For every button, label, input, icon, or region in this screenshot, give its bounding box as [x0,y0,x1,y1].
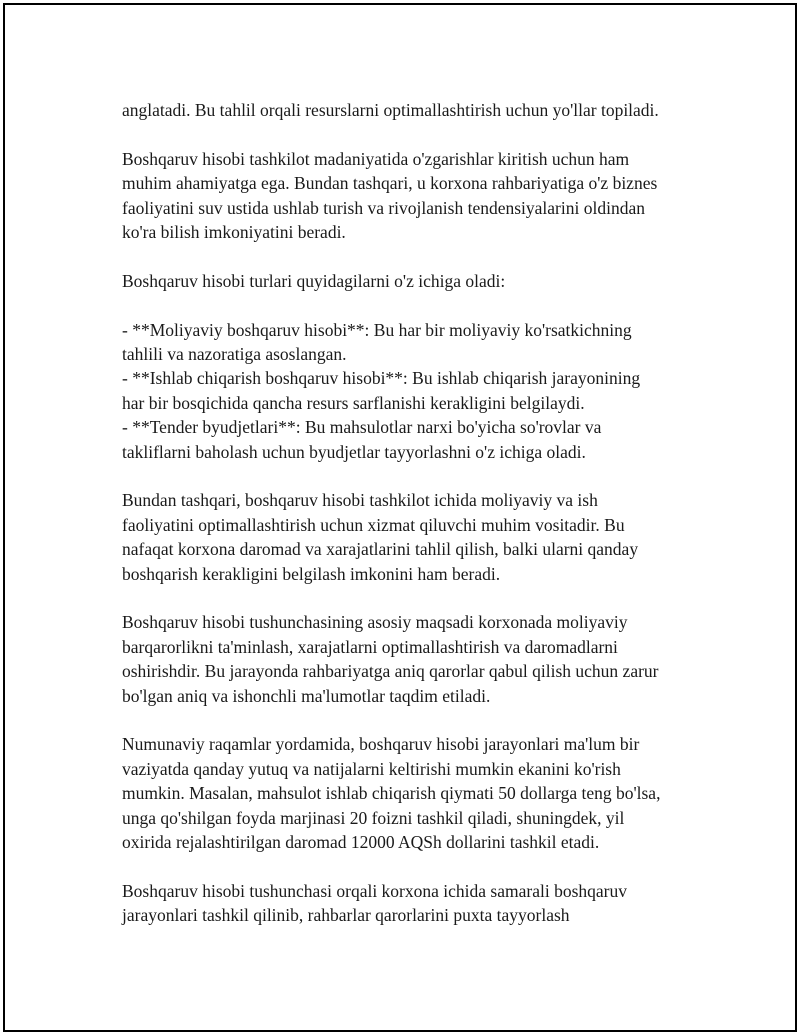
list-item-line: takliflarni baholash uchun byudjetlar tayyorlashni o'z ichiga oladi. [122,441,586,462]
text-line: oshirishdir. Bu jarayonda rahbariyatga aniq qarorlar qabul qilish uchun zarur [122,661,659,682]
list-item-line: - **Moliyaviy boshqaruv hisobi**: Bu har bir moliyaviy ko'rsatkichning [122,319,632,340]
paragraph [122,610,712,708]
text-line: faoliyatini suv ustida ushlab turish va rivojlanish tendensiyalarini oldindan [122,197,645,218]
text-line: faoliyatini optimallashtirish uchun xizmat qiluvchi muhim vositadir. Bu [122,514,625,535]
paragraph [122,98,712,122]
paragraph [122,732,712,854]
text-line: barqarorlikni ta'minlash, xarajatlarni optimallashtirish va daromadlarni [122,636,618,657]
text-line: vaziyatda qanday yutuq va natijalarni keltirishi mumkin ekanini ko'rish [122,758,621,779]
list-item-line: tahlili va nazoratiga asoslangan. [122,344,347,365]
text-line: oxirida rejalashtirilgan daromad 12000 AQSh dollarini tashkil etadi. [122,832,600,853]
text-line: bo'lgan aniq va ishonchli ma'lumotlar taqdim etiladi. [122,685,491,706]
text-line: nafaqat korxona daromad va xarajatlarini tahlil qilish, balki ularni qanday [122,539,639,560]
text-line: mumkin. Masalan, mahsulot ishlab chiqarish qiymati 50 dollarga teng bo'lsa, [122,783,661,804]
paragraph [122,879,712,928]
text-line: Boshqaruv hisobi tushunchasining asosiy maqsadi korxonada moliyaviy [122,612,628,633]
paragraph [122,269,712,293]
text-line: unga qo'shilgan foyda marjinasi 20 foizni tashkil qiladi, shuningdek, yil [122,807,625,828]
text-line: Boshqaruv hisobi tashkilot madaniyatida o'zgarishlar kiritish uchun ham [122,148,630,169]
text-line: Bundan tashqari, boshqaruv hisobi tashkilot ichida moliyaviy va ish [122,490,598,511]
document-body [122,98,712,928]
list-item-line: har bir bosqichida qancha resurs sarflanishi kerakligini belgilaydi. [122,392,585,413]
text-line: anglatadi. Bu tahlil orqali resurslarni optimallashtirish uchun yo'llar topiladi. [122,100,659,120]
list-item-line: - **Tender byudjetlari**: Bu mahsulotlar narxi bo'yicha so'rovlar va [122,417,602,438]
text-line: jarayonlari tashkil qilinib, rahbarlar qarorlarini puxta tayyorlash [122,905,570,926]
text-line: muhim ahamiyatga ega. Bundan tashqari, u korxona rahbariyatiga o'z biznes [122,173,658,194]
list-item-line: - **Ishlab chiqarish boshqaruv hisobi**: Bu ishlab chiqarish jarayonining [122,368,641,389]
text-line: boshqarish kerakligini belgilash imkonini ham beradi. [122,563,501,584]
text-line: Numunaviy raqamlar yordamida, boshqaruv hisobi jarayonlari ma'lum bir [122,734,640,755]
paragraph [122,318,712,464]
page-frame [3,3,797,1032]
paragraph [122,147,712,245]
text-line: ko'ra bilish imkoniyatini beradi. [122,222,346,243]
text-line: Boshqaruv hisobi tushunchasi orqali korxona ichida samarali boshqaruv [122,880,627,901]
text-line: Boshqaruv hisobi turlari quyidagilarni o'z ichiga oladi: [122,270,506,291]
paragraph [122,488,712,586]
